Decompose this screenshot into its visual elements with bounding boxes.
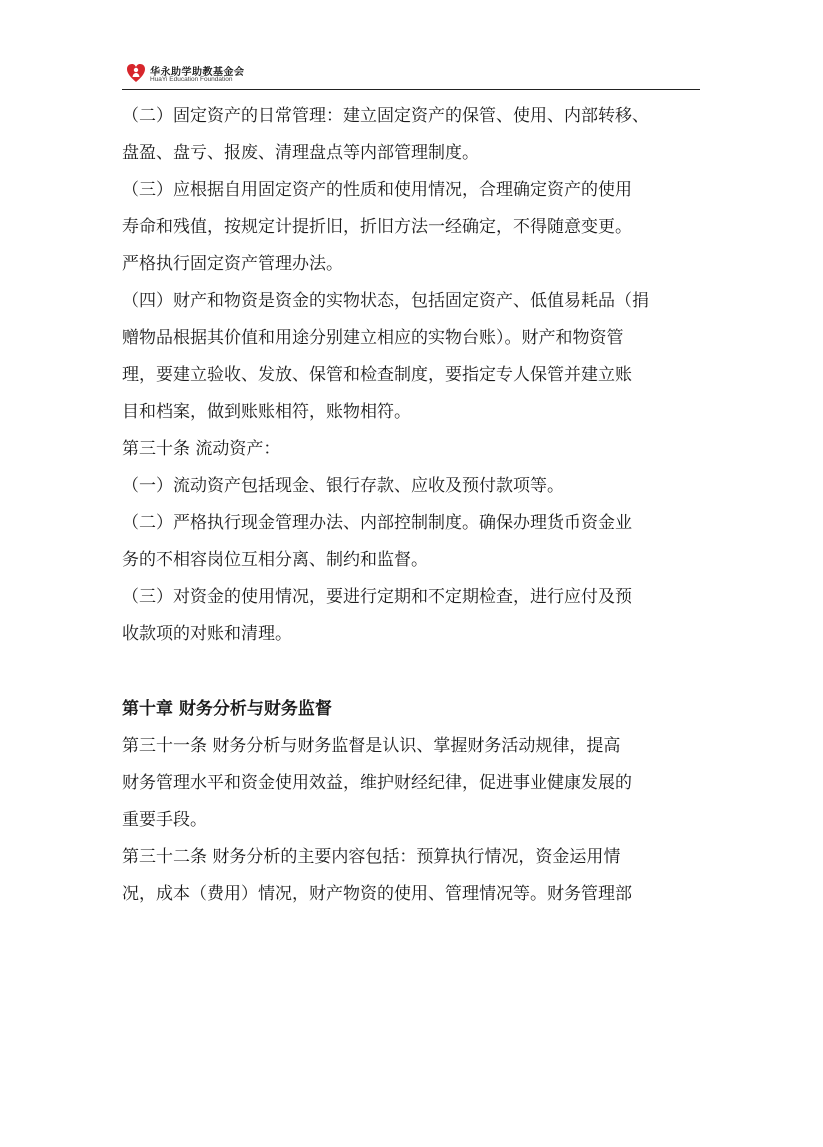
text-line: 第三十一条 财务分析与财务监督是认识、掌握财务活动规律，提高 bbox=[122, 736, 621, 756]
document-body bbox=[122, 98, 702, 913]
paragraph bbox=[122, 839, 702, 913]
text-line: 理，要建立验收、发放、保管和检查制度，要指定专人保管并建立账 bbox=[122, 365, 632, 385]
text-line: （三）应根据自用固定资产的性质和使用情况，合理确定资产的使用 bbox=[122, 180, 632, 200]
text-line: （二）严格执行现金管理办法、内部控制制度。确保办理货币资金业 bbox=[122, 513, 632, 533]
text-line: （二）固定资产的日常管理：建立固定资产的保管、使用、内部转移、 bbox=[122, 106, 649, 126]
text-line: 财务管理水平和资金使用效益，维护财经纪律，促进事业健康发展的 bbox=[122, 773, 632, 793]
header-divider bbox=[122, 89, 700, 90]
text-line: （三）对资金的使用情况，要进行定期和不定期检查，进行应付及预 bbox=[122, 587, 632, 607]
article-title bbox=[122, 431, 702, 468]
page-header bbox=[122, 56, 700, 90]
text-line: 况，成本（费用）情况，财产物资的使用、管理情况等。财务管理部 bbox=[122, 884, 632, 904]
chapter-heading: 第十章 财务分析与财务监督 bbox=[122, 699, 332, 719]
text-line: 第三十二条 财务分析的主要内容包括：预算执行情况，资金运用情 bbox=[122, 847, 621, 867]
text-line: （四）财产和物资是资金的实物状态，包括固定资产、低值易耗品（捐 bbox=[122, 291, 649, 311]
heart-person-logo-icon bbox=[126, 62, 146, 84]
paragraph bbox=[122, 505, 702, 579]
text-line: 盘盈、盘亏、报废、清理盘点等内部管理制度。 bbox=[122, 143, 479, 163]
paragraph bbox=[122, 98, 702, 172]
text-line: 收款项的对账和清理。 bbox=[122, 624, 292, 644]
text-line: 第三十条 流动资产： bbox=[122, 439, 281, 459]
text-line: （一）流动资产包括现金、银行存款、应收及预付款项等。 bbox=[122, 476, 564, 496]
text-line: 目和档案，做到账账相符，账物相符。 bbox=[122, 402, 411, 422]
paragraph bbox=[122, 172, 702, 283]
paragraph bbox=[122, 468, 702, 505]
paragraph bbox=[122, 283, 702, 431]
text-line: 赠物品根据其价值和用途分别建立相应的实物台账）。财产和物资管 bbox=[122, 328, 624, 348]
paragraph bbox=[122, 728, 702, 839]
text-line: 重要手段。 bbox=[122, 810, 207, 830]
text-line: 务的不相容岗位互相分离、制约和监督。 bbox=[122, 550, 428, 570]
org-name-cn: 华永助学助教基金会 bbox=[150, 67, 245, 78]
text-line: 严格执行固定资产管理办法。 bbox=[122, 254, 343, 274]
paragraph bbox=[122, 579, 702, 653]
org-name-en: HuaYi Education Foundation bbox=[150, 76, 233, 83]
text-line: 寿命和残值，按规定计提折旧，折旧方法一经确定，不得随意变更。 bbox=[122, 217, 632, 237]
